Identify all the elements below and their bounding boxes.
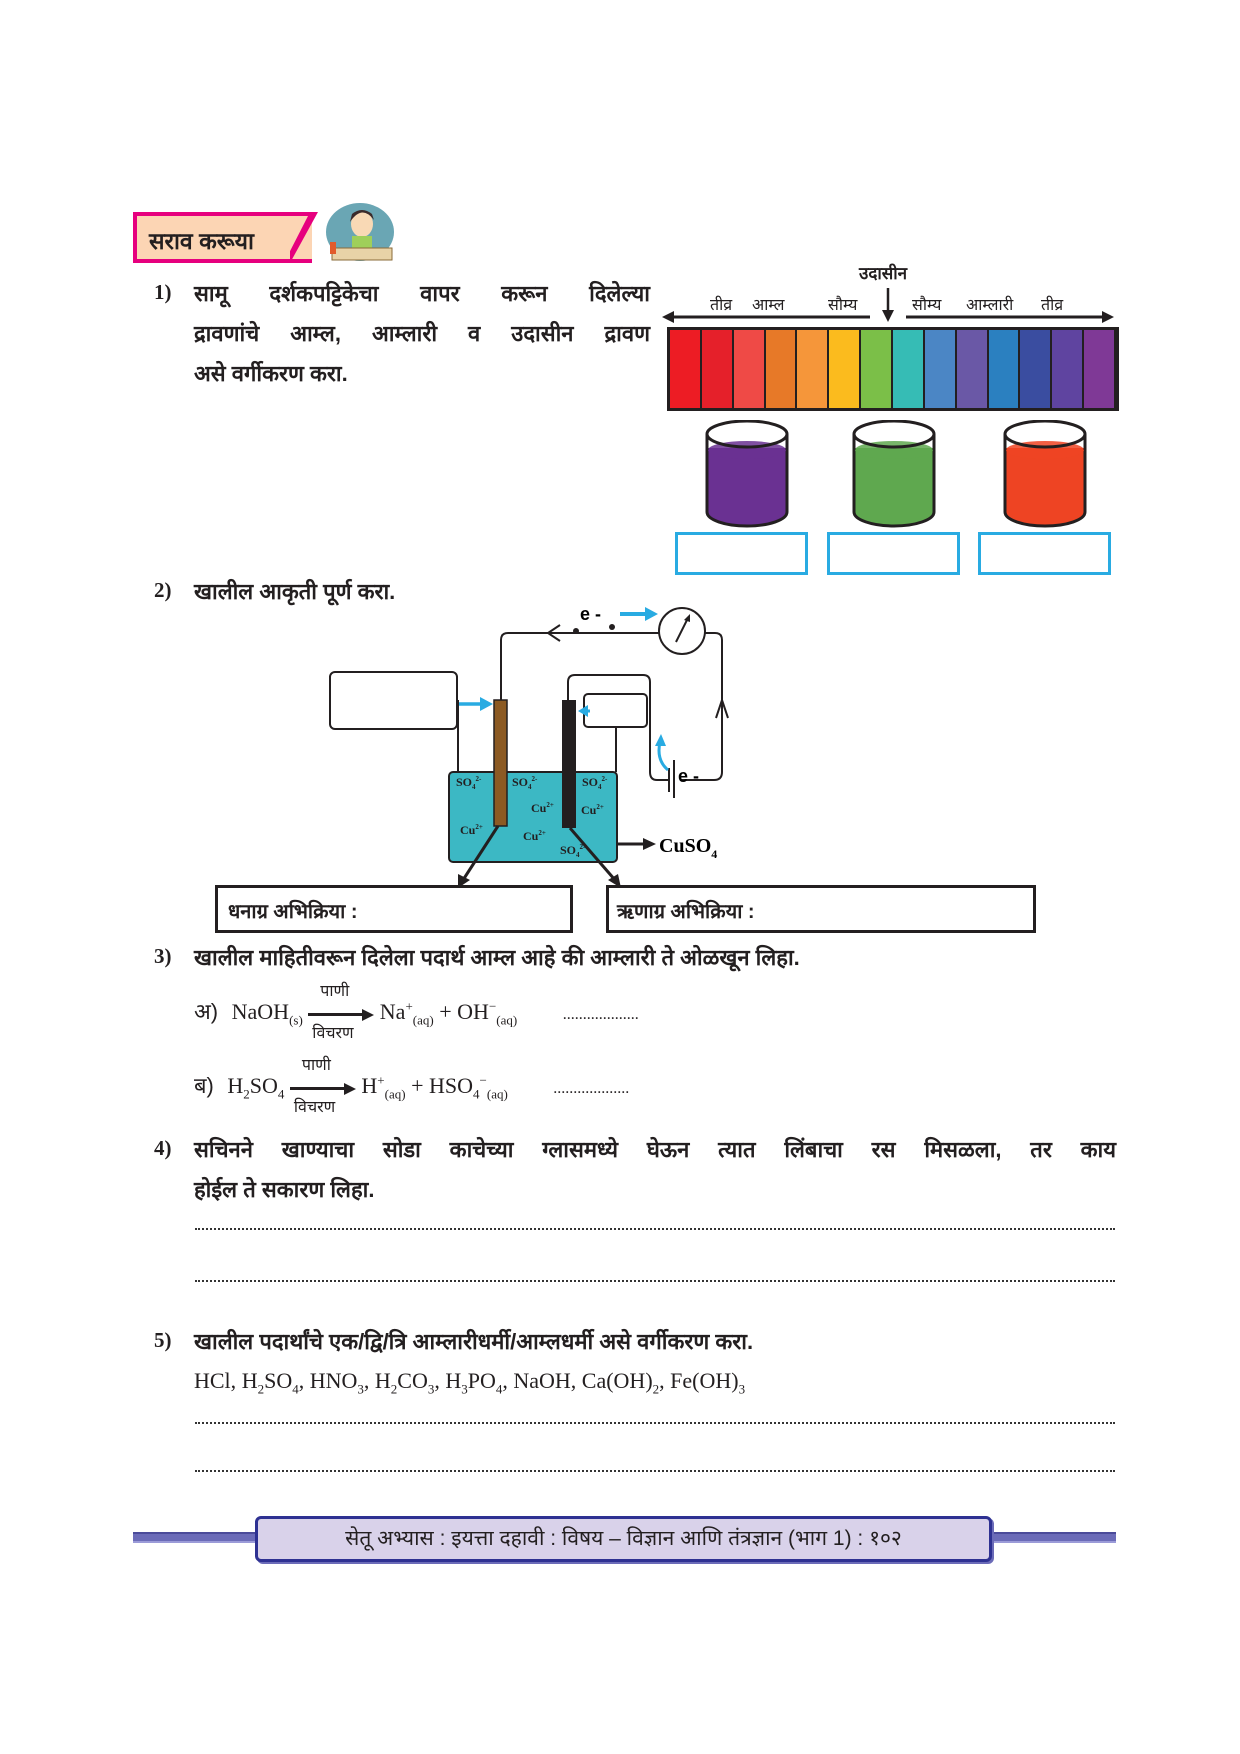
q1-number: 1) — [154, 280, 172, 304]
subscript: 2 — [243, 1086, 250, 1102]
q4-number: 4) — [154, 1136, 172, 1160]
blue-arrow-up — [655, 734, 666, 746]
outer-wire-right — [680, 633, 722, 780]
neutral-label: उदासीन — [859, 264, 908, 283]
q1-line-1: सामू दर्शकपट्टिकेचा वापर करून दिलेल्या — [194, 281, 650, 306]
q2-text: खालील आकृती पूर्ण करा. — [194, 579, 396, 604]
compound: $H_2CO_3$, — [374, 1368, 446, 1397]
svg-text:SO42-: $SO_4^{2-}$ — [582, 775, 608, 791]
svg-text:Cu2+: $Cu^{2+}$ — [460, 823, 483, 837]
superscript: + — [405, 998, 413, 1014]
reactant: NaOH — [231, 999, 290, 1024]
footer-banner — [255, 1516, 992, 1562]
plus: + — [411, 1073, 424, 1098]
outer-wire — [501, 633, 659, 700]
arrow-top-label: पाणी — [301, 1057, 331, 1074]
cathode-reaction-label: ऋणाग्र अभिक्रिया : — [617, 901, 755, 923]
footer-rule-right — [986, 1532, 1116, 1543]
subscript: (aq) — [412, 1012, 434, 1028]
plus: + — [439, 999, 452, 1024]
compound: HCl, — [194, 1368, 242, 1393]
q5-compound-list — [194, 1368, 745, 1397]
q5-number: 5) — [154, 1328, 172, 1352]
q3a-label: अ) — [194, 999, 219, 1024]
base-label: आम्लारी — [966, 297, 1014, 314]
svg-text:Cu2+: $Cu^{2+}$ — [581, 803, 604, 817]
arrow-bottom-label: विचरण — [312, 1025, 354, 1042]
weak-acid-label: सौम्य — [828, 297, 858, 314]
q3-text: खालील माहितीवरून दिलेला पदार्थ आम्ल आहे की आम्लारी ते ओळखून लिहा. — [194, 945, 800, 970]
blue-arrow-right — [480, 697, 493, 711]
cathode-rod — [562, 700, 576, 828]
arrow-bottom-label: विचरण — [293, 1099, 336, 1116]
acid-label: आम्ल — [752, 297, 785, 314]
footer-text: सेतू अभ्यास : इयत्ता दहावी : विषय – विज्ञान आणि तंत्रज्ञान (भाग 1) : १०२ — [345, 1527, 902, 1550]
subscript: 4 — [473, 1086, 480, 1102]
q4-answer-line-2[interactable] — [195, 1280, 1115, 1282]
product: Na — [379, 999, 406, 1024]
product: HSO — [429, 1073, 474, 1098]
q3b-answer-blank[interactable]: ................... — [553, 1080, 630, 1097]
q3a-equation — [194, 983, 639, 1042]
q5-answer-line-2[interactable] — [195, 1470, 1115, 1472]
reaction-arrow — [290, 1057, 356, 1116]
product: H — [361, 1073, 378, 1098]
section-title: सराव करूया — [149, 228, 254, 254]
svg-text:Cu2+: $Cu^{2+}$ — [523, 829, 546, 843]
q4-answer-line-1[interactable] — [195, 1228, 1115, 1230]
label-box-small — [584, 694, 647, 727]
compound: $H_2SO_4$, — [241, 1368, 310, 1397]
q3b-equation — [194, 1057, 630, 1116]
svg-text:SO42-: $SO_4^{2-}$ — [456, 775, 482, 791]
subscript: (aq) — [496, 1012, 518, 1028]
subscript: (aq) — [384, 1086, 406, 1102]
electron-label-battery: e - — [678, 766, 700, 786]
superscript: − — [488, 998, 497, 1014]
footer-rule-left — [133, 1532, 258, 1543]
strong-base-label: तीव्र — [1041, 297, 1064, 314]
reaction-arrow — [308, 983, 374, 1042]
compound: NaOH, — [513, 1368, 582, 1393]
q3-number: 3) — [154, 944, 172, 968]
svg-text:Cu2+: $Cu^{2+}$ — [531, 801, 554, 815]
q5-text: खालील पदार्थांचे एक/द्वि/त्रि आम्लारीधर्मी/आम्लधर्मी असे वर्गीकरण करा. — [194, 1329, 754, 1354]
cuso4-label: CuSO$_4$ — [659, 835, 718, 861]
label-box-left — [330, 672, 457, 729]
q4-line-2: होईल ते सकारण लिहा. — [194, 1177, 375, 1202]
superscript: + — [377, 1072, 385, 1088]
q1-line-2: द्रावणांचे आम्ल, आम्लारी व उदासीन द्रावण — [194, 321, 650, 346]
q4-line-1: सचिनने खाण्याचा सोडा काचेच्या ग्लासमध्ये घेऊन त्यात लिंबाचा रस मिसळला, तर काय — [194, 1137, 1116, 1162]
reactant: SO — [249, 1073, 278, 1098]
weak-base-label: सौम्य — [912, 297, 942, 314]
q1-line-3: असे वर्गीकरण करा. — [194, 361, 348, 386]
reactant: H — [227, 1073, 244, 1098]
copper-anode — [494, 700, 507, 826]
subscript: (s) — [289, 1012, 303, 1028]
switch-contact — [573, 628, 579, 634]
compound: $Ca(OH)_2$, — [581, 1368, 671, 1397]
q2-number: 2) — [154, 578, 172, 602]
svg-text:SO42-: $SO_4^{2-}$ — [560, 843, 586, 859]
anode-reaction-box[interactable] — [215, 885, 573, 933]
electron-label-top: e - — [580, 604, 602, 624]
arrow-top-label: पाणी — [320, 983, 350, 1000]
blue-arrow-electron — [645, 607, 658, 621]
q5-answer-line-1[interactable] — [195, 1422, 1115, 1424]
switch-contact — [609, 624, 615, 630]
svg-text:SO42-: $SO_4^{2-}$ — [512, 775, 538, 791]
cathode-reaction-box[interactable] — [606, 885, 1036, 933]
q3a-answer-blank[interactable]: ................... — [562, 1006, 639, 1023]
anode-reaction-label: धनाग्र अभिक्रिया : — [228, 901, 358, 923]
product: OH — [457, 999, 489, 1024]
q3b-label: ब) — [194, 1073, 214, 1098]
compound: $HNO_3$, — [309, 1368, 375, 1397]
subscript: 4 — [277, 1086, 285, 1102]
compound: $H_3PO_4$, — [445, 1368, 514, 1397]
strong-acid-label: तीव्र — [710, 297, 733, 314]
subscript: (aq) — [486, 1086, 508, 1102]
compound: $Fe(OH)_3$ — [670, 1368, 746, 1397]
superscript: − — [479, 1072, 487, 1088]
